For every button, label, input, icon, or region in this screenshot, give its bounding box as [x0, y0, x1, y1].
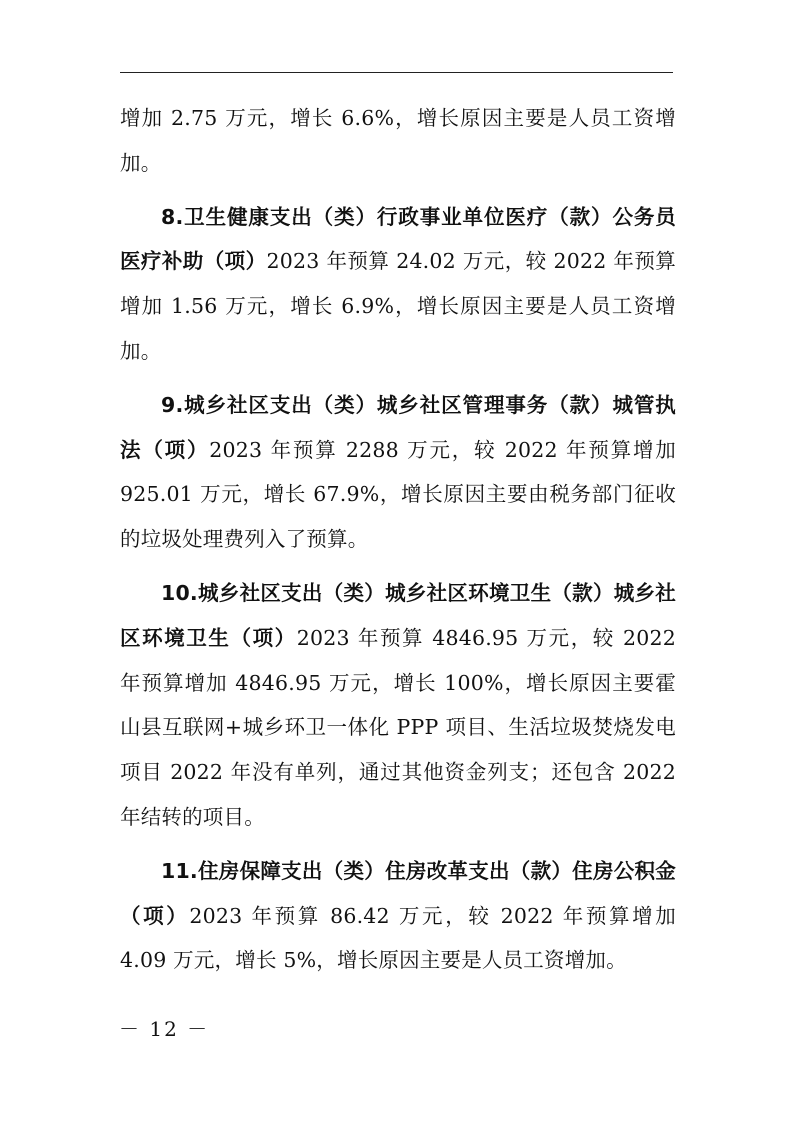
- paragraph-body: 2023 年预算 4846.95 万元，较 2022 年预算增加 4846.95 万元，增长 100%，增长原因主要霍山县互联网+城乡环卫一体化 PPP 项目、生活垃圾焚烧发电项目 2022 年没有单列，通过其他资金列支；还包含 2022 年结转的项目。: [120, 625, 676, 829]
- paragraph-body: 2023 年预算 24.02 万元，较 2022 年预算增加 1.56 万元，增长 6.9%，增长原因主要是人员工资增加。: [120, 249, 676, 363]
- paragraph-body: 2023 年预算 2288 万元，较 2022 年预算增加 925.01 万元，增长 67.9%，增长原因主要由税务部门征收的垃圾处理费列入了预算。: [120, 437, 676, 552]
- paragraph-heading: 9.城乡社区支出（类）城乡社区管理事务（款）城管执法（项）: [120, 392, 676, 462]
- paragraph-item-11: [120, 849, 676, 983]
- page-number: － 12 －: [119, 1017, 210, 1041]
- paragraph-item-10: [120, 571, 676, 840]
- paragraph-heading: 10.城乡社区支出（类）城乡社区环境卫生（款）城乡社区环境卫生（项）: [120, 580, 676, 650]
- paragraph-heading: 8.卫生健康支出（类）行政事业单位医疗（款）公务员医疗补助（项）: [120, 204, 676, 274]
- paragraph-item-8: [120, 195, 676, 374]
- document-body: [120, 96, 676, 992]
- paragraph-body: 2023 年预算 86.42 万元，较 2022 年预算增加 4.09 万元，增长 5%，增长原因主要是人员工资增加。: [120, 903, 676, 973]
- paragraph-heading: 11.住房保障支出（类）住房改革支出（款）住房公积金（项）: [120, 858, 676, 928]
- paragraph-continuation: [120, 96, 676, 186]
- header-rule: [120, 72, 673, 73]
- paragraph-item-9: [120, 383, 676, 562]
- paragraph-body: 增加 2.75 万元，增长 6.6%，增长原因主要是人员工资增加。: [120, 106, 676, 175]
